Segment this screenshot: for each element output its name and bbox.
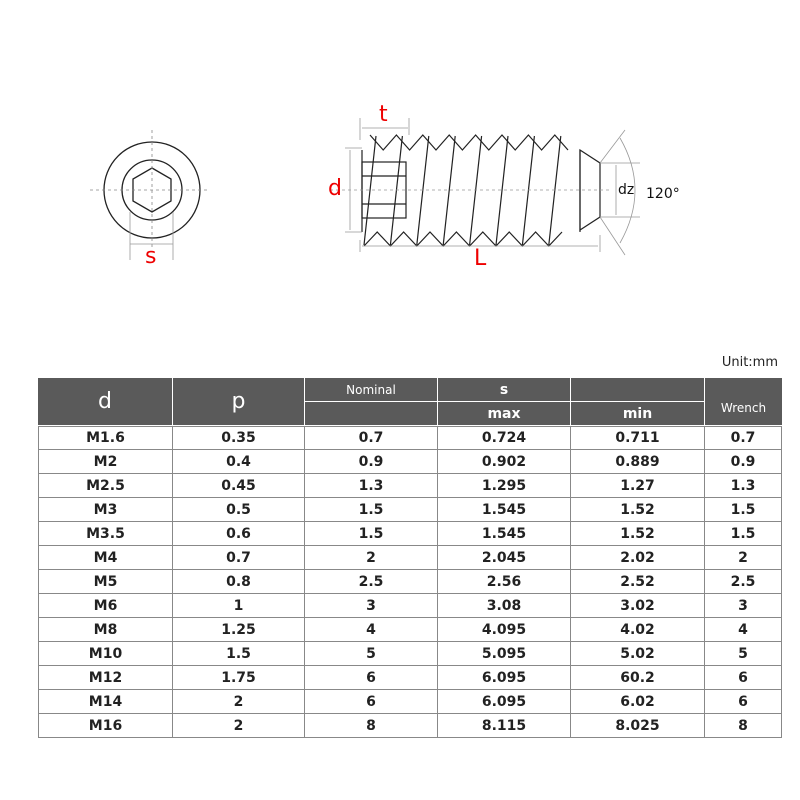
header-s: s	[438, 378, 571, 402]
table-cell: 1.5	[705, 522, 782, 545]
table-cell: 1.27	[571, 474, 705, 497]
table-cell: 0.45	[173, 474, 305, 497]
table-cell: 1.5	[305, 522, 438, 545]
table-cell: 1.545	[438, 522, 571, 545]
table-cell: 0.7	[173, 546, 305, 569]
table-cell: 2.02	[571, 546, 705, 569]
table-cell: 6	[705, 666, 782, 689]
table-cell: 0.7	[705, 427, 782, 449]
end-view	[90, 130, 210, 260]
table-cell: 6	[305, 666, 438, 689]
table-cell: 6.095	[438, 666, 571, 689]
table-cell: 8.115	[438, 714, 571, 737]
table-row	[38, 522, 782, 546]
table-cell: 8	[705, 714, 782, 737]
table-row	[38, 714, 782, 738]
table-cell: 4	[705, 618, 782, 641]
table-row	[38, 618, 782, 642]
thread-line	[496, 136, 508, 245]
header-empty	[571, 378, 705, 402]
label-s: s	[145, 244, 157, 269]
table-cell: 1.5	[173, 642, 305, 665]
table-cell: 5.095	[438, 642, 571, 665]
header-empty	[305, 402, 438, 426]
table-cell: M2.5	[38, 474, 173, 497]
table-cell: 0.711	[571, 427, 705, 449]
table-cell: M1.6	[38, 427, 173, 449]
table-cell: 4	[305, 618, 438, 641]
table-cell: 1.52	[571, 522, 705, 545]
table-row	[38, 450, 782, 474]
table-cell: M4	[38, 546, 173, 569]
unit-label: Unit:mm	[721, 355, 778, 370]
table-cell: 0.902	[438, 450, 571, 473]
table-cell: 0.5	[173, 498, 305, 521]
header-min: min	[571, 402, 705, 426]
table-cell: 3	[705, 594, 782, 617]
table-cell: 6.02	[571, 690, 705, 713]
table-row	[38, 498, 782, 522]
table-row	[38, 594, 782, 618]
table-cell: 1.3	[705, 474, 782, 497]
table-cell: 2.5	[705, 570, 782, 593]
table-cell: 0.6	[173, 522, 305, 545]
table-cell: 1.3	[305, 474, 438, 497]
table-row	[38, 474, 782, 498]
thread-line	[470, 136, 482, 245]
table-cell: 2	[173, 714, 305, 737]
thread-line	[549, 136, 561, 245]
table-cell: 1.5	[705, 498, 782, 521]
table-cell: 0.4	[173, 450, 305, 473]
table-cell: 2.56	[438, 570, 571, 593]
table-cell: M8	[38, 618, 173, 641]
label-t: t	[379, 102, 388, 127]
table-row	[38, 570, 782, 594]
table-cell: 2	[305, 546, 438, 569]
table-cell: 3	[305, 594, 438, 617]
table-cell: 6	[305, 690, 438, 713]
table-cell: 4.095	[438, 618, 571, 641]
table-cell: 8.025	[571, 714, 705, 737]
table-cell: M16	[38, 714, 173, 737]
table-row	[38, 690, 782, 714]
screw-drawing	[0, 0, 800, 340]
table-cell: 1.5	[305, 498, 438, 521]
table-cell: 5	[305, 642, 438, 665]
header-wrench: Wrench	[705, 378, 782, 426]
table-cell: 1.25	[173, 618, 305, 641]
table-cell: 2	[705, 546, 782, 569]
table-cell: M2	[38, 450, 173, 473]
table-cell: 6.095	[438, 690, 571, 713]
table-cell: M6	[38, 594, 173, 617]
thread-line	[390, 136, 402, 245]
table-cell: 5.02	[571, 642, 705, 665]
side-view	[330, 118, 640, 255]
table-cell: M14	[38, 690, 173, 713]
table-cell: 1.545	[438, 498, 571, 521]
table-row	[38, 642, 782, 666]
header-max: max	[438, 402, 571, 426]
table-cell: 2.52	[571, 570, 705, 593]
table-cell: 2.045	[438, 546, 571, 569]
thread-line	[443, 136, 455, 245]
table-cell: 0.9	[705, 450, 782, 473]
table-cell: 3.08	[438, 594, 571, 617]
table-cell: 0.35	[173, 427, 305, 449]
table-cell: M3.5	[38, 522, 173, 545]
table-cell: 3.02	[571, 594, 705, 617]
table-cell: 0.7	[305, 427, 438, 449]
label-d: d	[328, 176, 342, 201]
table-cell: 60.2	[571, 666, 705, 689]
table-cell: 2.5	[305, 570, 438, 593]
table-cell: 1.295	[438, 474, 571, 497]
thread-line	[364, 136, 376, 245]
thread-line	[417, 136, 429, 245]
table-cell: 5	[705, 642, 782, 665]
table-cell: 1	[173, 594, 305, 617]
table-cell: 0.889	[571, 450, 705, 473]
table-cell: 1.52	[571, 498, 705, 521]
header-d: d	[38, 378, 173, 426]
header-nominal: Nominal	[305, 378, 438, 402]
table-cell: 1.75	[173, 666, 305, 689]
header-p: p	[173, 378, 305, 426]
table-cell: 8	[305, 714, 438, 737]
table-cell: M5	[38, 570, 173, 593]
table-cell: M10	[38, 642, 173, 665]
table-cell: 0.9	[305, 450, 438, 473]
label-angle: 120°	[646, 186, 680, 202]
table-row	[38, 666, 782, 690]
table-cell: 0.8	[173, 570, 305, 593]
label-dz: dz	[618, 182, 635, 198]
table-cell: M3	[38, 498, 173, 521]
thread-line	[522, 136, 534, 245]
table-cell: 6	[705, 690, 782, 713]
table-row	[38, 426, 782, 450]
table-cell: M12	[38, 666, 173, 689]
label-L: L	[474, 246, 487, 271]
table-row	[38, 546, 782, 570]
table-cell: 0.724	[438, 427, 571, 449]
table-cell: 4.02	[571, 618, 705, 641]
table-cell: 2	[173, 690, 305, 713]
